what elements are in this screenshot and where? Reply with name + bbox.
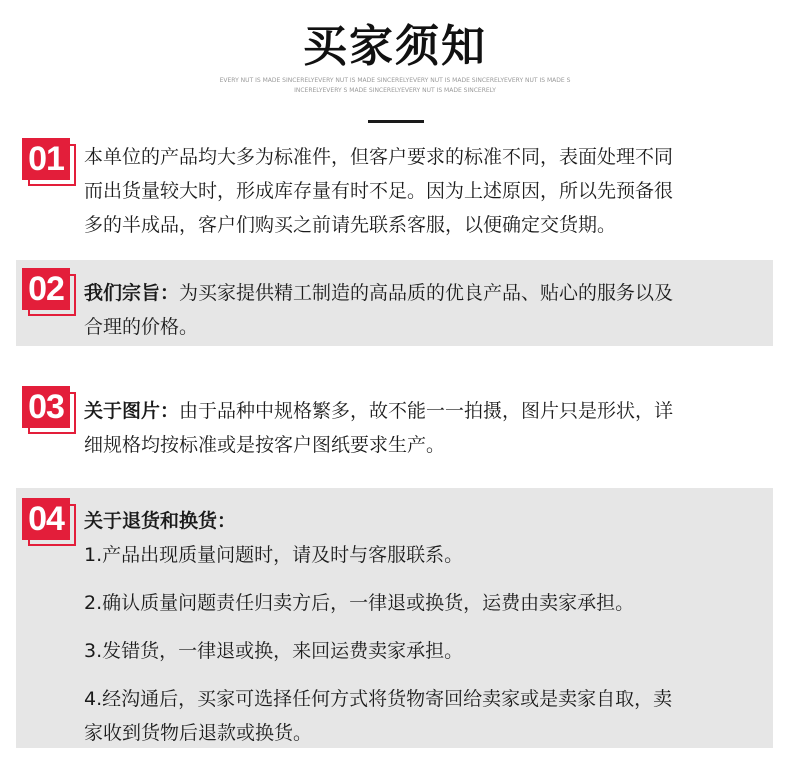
text-line: 本单位的产品均大多为标准件，但客户要求的标准不同，表面处理不同 bbox=[84, 146, 674, 168]
notice-section-02 bbox=[16, 260, 773, 346]
page-title: 买家须知 bbox=[303, 21, 487, 72]
section-heading: 我们宗旨： bbox=[84, 282, 180, 304]
page-subtitle-line1: EVERY NUT IS MADE SINCERELYEVERY NUT IS MADE SINCERELYEVERY NUT IS MADE SINCERELYEVERY NUT IS MADE S bbox=[219, 77, 571, 84]
section-number-badge bbox=[22, 386, 72, 430]
notice-section-03 bbox=[16, 378, 773, 468]
badge-number: 02 bbox=[22, 268, 70, 310]
section-text bbox=[84, 394, 770, 462]
text-line: 细规格均按标准或是按客户图纸要求生产。 bbox=[84, 434, 446, 456]
notice-section-04 bbox=[16, 488, 773, 748]
section-number-badge bbox=[22, 498, 72, 542]
list-item: 1.产品出现质量问题时，请及时与客服联系。 bbox=[84, 544, 464, 566]
section-heading: 关于图片： bbox=[84, 400, 180, 422]
section-text bbox=[84, 276, 770, 344]
title-divider bbox=[368, 120, 424, 123]
text-line: 合理的价格。 bbox=[84, 316, 199, 338]
section-text bbox=[84, 140, 770, 242]
notice-section-01 bbox=[16, 130, 773, 248]
text-line: 而出货量较大时，形成库存量有时不足。因为上述原因，所以先预备很 bbox=[84, 180, 674, 202]
badge-number: 01 bbox=[22, 138, 70, 180]
section-text bbox=[84, 504, 770, 750]
list-item: 4.经沟通后，买家可选择任何方式将货物寄回给卖家或是卖家自取，卖 bbox=[84, 688, 673, 710]
page-subtitle-line2: INCERELYEVERY S MADE SINCERELYEVERY NUT IS MADE SINCERELY bbox=[294, 87, 496, 94]
list-item: 3.发错货，一律退或换，来回运费卖家承担。 bbox=[84, 640, 464, 662]
section-number-badge bbox=[22, 268, 72, 312]
badge-number: 03 bbox=[22, 386, 70, 428]
list-item: 家收到货物后退款或换货。 bbox=[84, 722, 313, 744]
list-item: 2.确认质量问题责任归卖方后，一律退或换货，运费由卖家承担。 bbox=[84, 592, 635, 614]
badge-number: 04 bbox=[22, 498, 70, 540]
text-line: 为买家提供精工制造的高品质的优良产品、贴心的服务以及 bbox=[179, 282, 674, 304]
text-line: 多的半成品，客户们购买之前请先联系客服，以便确定交货期。 bbox=[84, 214, 617, 236]
text-line: 由于品种中规格繁多，故不能一一拍摄，图片只是形状，详 bbox=[179, 400, 674, 422]
section-number-badge bbox=[22, 138, 72, 182]
section-heading: 关于退货和换货： bbox=[84, 510, 237, 532]
